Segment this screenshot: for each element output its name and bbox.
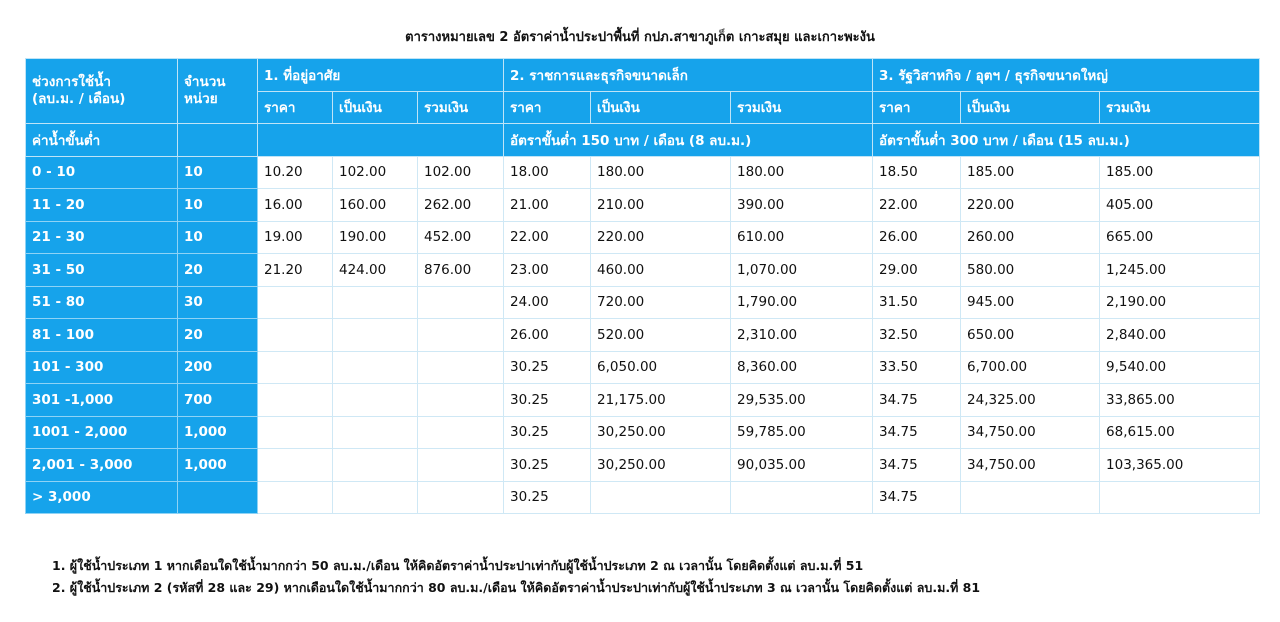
- sub-header-total: รวมเงิน: [1100, 91, 1260, 124]
- rate-cell: [961, 481, 1100, 514]
- rate-cell: 30.25: [504, 416, 591, 449]
- rate-cell: 29.00: [873, 254, 961, 287]
- rate-cell: 22.00: [873, 189, 961, 222]
- minimum-charge-group3: อัตราขั้นต่ำ 300 บาท / เดือน (15 ลบ.ม.): [873, 124, 1260, 157]
- table-row: [26, 416, 1260, 449]
- rate-cell: 665.00: [1100, 221, 1260, 254]
- table-row: [26, 156, 1260, 189]
- rate-cell: 23.00: [504, 254, 591, 287]
- usage-range-cell: 1001 - 2,000: [26, 416, 178, 449]
- rate-cell: 6,700.00: [961, 351, 1100, 384]
- table-row: [26, 319, 1260, 352]
- rate-cell: 26.00: [873, 221, 961, 254]
- rate-cell: 103,365.00: [1100, 449, 1260, 482]
- table-row: [26, 481, 1260, 514]
- rate-cell: 452.00: [418, 221, 504, 254]
- rate-cell: 24.00: [504, 286, 591, 319]
- rate-cell: [258, 319, 333, 352]
- rate-cell: 21.20: [258, 254, 333, 287]
- rate-cell: 2,310.00: [731, 319, 873, 352]
- sub-header-price: ราคา: [504, 91, 591, 124]
- water-rate-table: [25, 58, 1260, 514]
- table-row: [26, 286, 1260, 319]
- rate-cell: 24,325.00: [961, 384, 1100, 417]
- rate-cell: 21,175.00: [591, 384, 731, 417]
- rate-cell: [333, 449, 418, 482]
- rate-cell: 610.00: [731, 221, 873, 254]
- rate-cell: 102.00: [333, 156, 418, 189]
- rate-cell: 33.50: [873, 351, 961, 384]
- rate-cell: 30.25: [504, 384, 591, 417]
- rate-cell: [333, 416, 418, 449]
- usage-range-cell: 0 - 10: [26, 156, 178, 189]
- rate-cell: 876.00: [418, 254, 504, 287]
- rate-cell: 68,615.00: [1100, 416, 1260, 449]
- rate-cell: 1,790.00: [731, 286, 873, 319]
- rate-cell: 180.00: [591, 156, 731, 189]
- page-title: ตารางหมายเลข 2 อัตราค่าน้ำประปาพื้นที่ กปภ.สาขาภูเก็ต เกาะสมุย และเกาะพะงัน: [405, 30, 875, 45]
- rate-cell: 405.00: [1100, 189, 1260, 222]
- rate-cell: 30,250.00: [591, 416, 731, 449]
- rate-cell: 160.00: [333, 189, 418, 222]
- rate-cell: 19.00: [258, 221, 333, 254]
- range-header: ช่วงการใช้น้ำ (ลบ.ม. / เดือน): [26, 59, 178, 124]
- rate-cell: 1,245.00: [1100, 254, 1260, 287]
- sub-header-amount: เป็นเงิน: [961, 91, 1100, 124]
- rate-cell: 21.00: [504, 189, 591, 222]
- units-cell: 700: [178, 384, 258, 417]
- rate-cell: 720.00: [591, 286, 731, 319]
- units-cell: 10: [178, 221, 258, 254]
- minimum-charge-residential: [258, 124, 504, 157]
- rate-cell: 650.00: [961, 319, 1100, 352]
- units-cell: 20: [178, 254, 258, 287]
- rate-cell: 31.50: [873, 286, 961, 319]
- usage-range-cell: 101 - 300: [26, 351, 178, 384]
- rate-cell: [333, 286, 418, 319]
- rate-cell: 190.00: [333, 221, 418, 254]
- rate-cell: [258, 449, 333, 482]
- minimum-charge-group2: อัตราขั้นต่ำ 150 บาท / เดือน (8 ลบ.ม.): [504, 124, 873, 157]
- rate-cell: 29,535.00: [731, 384, 873, 417]
- rate-cell: 34.75: [873, 384, 961, 417]
- usage-range-cell: 21 - 30: [26, 221, 178, 254]
- rate-cell: [1100, 481, 1260, 514]
- rate-cell: 30.25: [504, 449, 591, 482]
- rate-cell: 220.00: [591, 221, 731, 254]
- rate-cell: 18.00: [504, 156, 591, 189]
- group-header-government-small-business: 2. ราชการและธุรกิจขนาดเล็ก: [504, 59, 873, 92]
- sub-header-total: รวมเงิน: [731, 91, 873, 124]
- units-cell: 30: [178, 286, 258, 319]
- rate-cell: 260.00: [961, 221, 1100, 254]
- rate-cell: [418, 384, 504, 417]
- rate-cell: [258, 416, 333, 449]
- rate-cell: 30.25: [504, 481, 591, 514]
- rate-cell: 34.75: [873, 481, 961, 514]
- rate-cell: [258, 384, 333, 417]
- rate-cell: [418, 481, 504, 514]
- table-row: [26, 449, 1260, 482]
- usage-range-cell: 81 - 100: [26, 319, 178, 352]
- units-cell: 1,000: [178, 416, 258, 449]
- footnote-1: 1. ผู้ใช้น้ำประเภท 1 หากเดือนใดใช้น้ำมากกว่า 50 ลบ.ม./เดือน ให้คิดอัตราค่าน้ำประปาเท่ากับผู้ใช้น้ำประเภท 2 ณ เวลานั้น โดยคิดตั้งแต่ ลบ.ม.ที่ 51: [52, 558, 864, 573]
- rate-cell: 460.00: [591, 254, 731, 287]
- usage-range-cell: 31 - 50: [26, 254, 178, 287]
- rate-cell: [418, 351, 504, 384]
- rate-cell: 9,540.00: [1100, 351, 1260, 384]
- rate-cell: 580.00: [961, 254, 1100, 287]
- rate-cell: [258, 286, 333, 319]
- units-cell: 10: [178, 156, 258, 189]
- units-cell: 10: [178, 189, 258, 222]
- rate-cell: 22.00: [504, 221, 591, 254]
- rate-cell: 1,070.00: [731, 254, 873, 287]
- rate-cell: [258, 481, 333, 514]
- rate-cell: [418, 449, 504, 482]
- group-header-residential: 1. ที่อยู่อาศัย: [258, 59, 504, 92]
- rate-cell: [333, 351, 418, 384]
- footnotes: [52, 555, 980, 599]
- units-cell: 20: [178, 319, 258, 352]
- rate-cell: 210.00: [591, 189, 731, 222]
- rate-cell: [591, 481, 731, 514]
- rate-cell: [418, 416, 504, 449]
- rate-cell: 59,785.00: [731, 416, 873, 449]
- rate-cell: 390.00: [731, 189, 873, 222]
- rate-cell: [333, 481, 418, 514]
- rate-cell: 26.00: [504, 319, 591, 352]
- sub-header-price: ราคา: [873, 91, 961, 124]
- rate-cell: 2,840.00: [1100, 319, 1260, 352]
- rate-cell: 34,750.00: [961, 416, 1100, 449]
- table-row: [26, 189, 1260, 222]
- rate-cell: [418, 319, 504, 352]
- table-row: [26, 351, 1260, 384]
- rate-cell: 220.00: [961, 189, 1100, 222]
- rate-cell: 2,190.00: [1100, 286, 1260, 319]
- header-row-groups: [26, 59, 1260, 92]
- rate-cell: [333, 384, 418, 417]
- rate-cell: [258, 351, 333, 384]
- rate-cell: 32.50: [873, 319, 961, 352]
- minimum-charge-units: [178, 124, 258, 157]
- rate-cell: 10.20: [258, 156, 333, 189]
- units-cell: [178, 481, 258, 514]
- rate-cell: [333, 319, 418, 352]
- rate-cell: 90,035.00: [731, 449, 873, 482]
- rate-cell: 8,360.00: [731, 351, 873, 384]
- rate-cell: 945.00: [961, 286, 1100, 319]
- rate-cell: 34.75: [873, 416, 961, 449]
- rate-cell: 102.00: [418, 156, 504, 189]
- rate-cell: 185.00: [961, 156, 1100, 189]
- rate-cell: 30,250.00: [591, 449, 731, 482]
- minimum-charge-row: [26, 124, 1260, 157]
- units-cell: 1,000: [178, 449, 258, 482]
- rate-cell: 185.00: [1100, 156, 1260, 189]
- footnote-2: 2. ผู้ใช้น้ำประเภท 2 (รหัสที่ 28 และ 29) หากเดือนใดใช้น้ำมากกว่า 80 ลบ.ม./เดือน ให้คิดอัตราค่าน้ำประปาเท่ากับผู้ใช้น้ำประเภท 3 ณ เวลานั้น โดยคิดตั้งแต่ ลบ.ม.ที่ 81: [52, 580, 981, 595]
- usage-range-cell: 51 - 80: [26, 286, 178, 319]
- rate-cell: 6,050.00: [591, 351, 731, 384]
- minimum-charge-label: ค่าน้ำขั้นต่ำ: [26, 124, 178, 157]
- rate-cell: 424.00: [333, 254, 418, 287]
- usage-range-cell: 301 -1,000: [26, 384, 178, 417]
- sub-header-total: รวมเงิน: [418, 91, 504, 124]
- usage-range-cell: 2,001 - 3,000: [26, 449, 178, 482]
- rate-cell: 33,865.00: [1100, 384, 1260, 417]
- rate-cell: [418, 286, 504, 319]
- rate-cell: 262.00: [418, 189, 504, 222]
- units-header: จำนวน หน่วย: [178, 59, 258, 124]
- rate-cell: 180.00: [731, 156, 873, 189]
- rate-cell: 30.25: [504, 351, 591, 384]
- rate-cell: 34.75: [873, 449, 961, 482]
- table-row: [26, 221, 1260, 254]
- table-row: [26, 384, 1260, 417]
- group-header-state-enterprise-industry: 3. รัฐวิสาหกิจ / อุตฯ / ธุรกิจขนาดใหญ่: [873, 59, 1260, 92]
- usage-range-cell: > 3,000: [26, 481, 178, 514]
- sub-header-amount: เป็นเงิน: [591, 91, 731, 124]
- sub-header-amount: เป็นเงิน: [333, 91, 418, 124]
- sub-header-price: ราคา: [258, 91, 333, 124]
- rate-cell: 18.50: [873, 156, 961, 189]
- units-cell: 200: [178, 351, 258, 384]
- rate-cell: 520.00: [591, 319, 731, 352]
- rate-cell: 34,750.00: [961, 449, 1100, 482]
- rate-cell: [731, 481, 873, 514]
- rate-cell: 16.00: [258, 189, 333, 222]
- usage-range-cell: 11 - 20: [26, 189, 178, 222]
- table-row: [26, 254, 1260, 287]
